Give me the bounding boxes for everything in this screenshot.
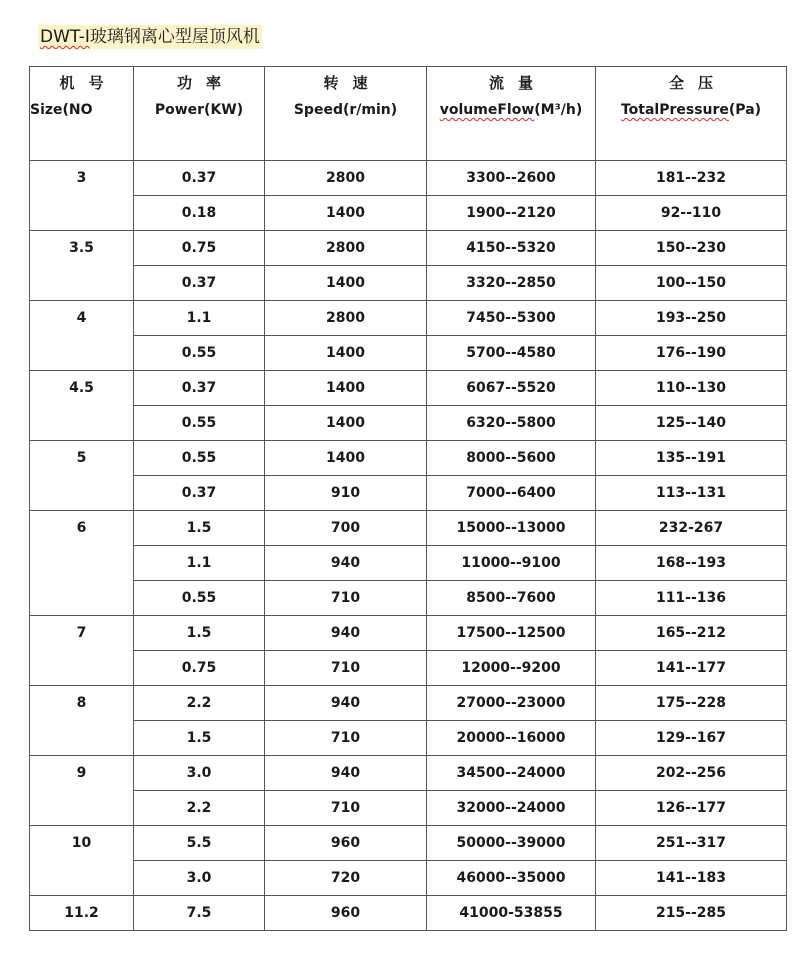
table-row bbox=[30, 476, 787, 511]
pressure-cell: 202--256 bbox=[596, 756, 787, 791]
table-row bbox=[30, 511, 787, 546]
header-speed-en: Speed(r/min) bbox=[293, 102, 398, 118]
size-value: 4 bbox=[76, 310, 87, 326]
size-value: 4.5 bbox=[69, 380, 94, 396]
header-flow-en-unit: (M³/h) bbox=[534, 102, 583, 118]
speed-cell: 720 bbox=[265, 861, 427, 896]
size-value: 5 bbox=[76, 450, 87, 466]
size-value: 8 bbox=[76, 695, 87, 711]
speed-cell: 1400 bbox=[265, 441, 427, 476]
power-cell: 0.55 bbox=[134, 336, 265, 371]
pressure-cell: 168--193 bbox=[596, 546, 787, 581]
table-row bbox=[30, 231, 787, 266]
flow-cell: 17500--12500 bbox=[427, 616, 596, 651]
header-flow-en bbox=[427, 102, 595, 118]
table-row bbox=[30, 861, 787, 896]
flow-cell: 32000--24000 bbox=[427, 791, 596, 826]
power-cell: 1.1 bbox=[134, 546, 265, 581]
flow-cell: 3320--2850 bbox=[427, 266, 596, 301]
size-cell bbox=[30, 231, 134, 301]
speed-cell: 1400 bbox=[265, 371, 427, 406]
table-row bbox=[30, 721, 787, 756]
pressure-cell: 193--250 bbox=[596, 301, 787, 336]
header-pressure-en bbox=[596, 102, 786, 118]
power-cell: 0.75 bbox=[134, 231, 265, 266]
header-power-en: Power(KW) bbox=[154, 102, 244, 118]
speed-cell: 940 bbox=[265, 756, 427, 791]
header-pressure-en-term: TotalPressure bbox=[620, 102, 729, 118]
header-flow-en-term: volumeFlow bbox=[439, 102, 535, 118]
speed-cell: 1400 bbox=[265, 406, 427, 441]
table-row bbox=[30, 686, 787, 721]
speed-cell: 940 bbox=[265, 546, 427, 581]
flow-cell: 6320--5800 bbox=[427, 406, 596, 441]
pressure-cell: 125--140 bbox=[596, 406, 787, 441]
pressure-cell: 141--183 bbox=[596, 861, 787, 896]
pressure-cell: 215--285 bbox=[596, 896, 787, 931]
header-size bbox=[30, 67, 134, 161]
flow-cell: 7450--5300 bbox=[427, 301, 596, 336]
power-cell: 3.0 bbox=[134, 861, 265, 896]
size-value: 11.2 bbox=[64, 905, 99, 921]
power-cell: 0.37 bbox=[134, 266, 265, 301]
power-cell: 0.37 bbox=[134, 476, 265, 511]
speed-cell: 710 bbox=[265, 581, 427, 616]
header-power bbox=[134, 67, 265, 161]
size-cell bbox=[30, 161, 134, 231]
speed-cell: 960 bbox=[265, 896, 427, 931]
power-cell: 1.1 bbox=[134, 301, 265, 336]
flow-cell: 27000--23000 bbox=[427, 686, 596, 721]
table-row bbox=[30, 266, 787, 301]
table-row bbox=[30, 336, 787, 371]
table-header-row bbox=[30, 67, 787, 161]
flow-cell: 3300--2600 bbox=[427, 161, 596, 196]
power-cell: 0.75 bbox=[134, 651, 265, 686]
speed-cell: 2800 bbox=[265, 161, 427, 196]
table-row bbox=[30, 196, 787, 231]
power-cell: 5.5 bbox=[134, 826, 265, 861]
size-cell bbox=[30, 756, 134, 826]
table-row bbox=[30, 791, 787, 826]
flow-cell: 4150--5320 bbox=[427, 231, 596, 266]
table-row bbox=[30, 896, 787, 931]
flow-cell: 1900--2120 bbox=[427, 196, 596, 231]
pressure-cell: 150--230 bbox=[596, 231, 787, 266]
flow-cell: 15000--13000 bbox=[427, 511, 596, 546]
flow-cell: 12000--9200 bbox=[427, 651, 596, 686]
header-speed-cn: 转速 bbox=[323, 74, 382, 92]
header-pressure-cn: 全压 bbox=[668, 74, 727, 92]
size-value: 6 bbox=[76, 520, 87, 536]
header-pressure-en-unit: (Pa) bbox=[728, 102, 762, 118]
size-value: 3 bbox=[76, 170, 87, 186]
flow-cell: 11000--9100 bbox=[427, 546, 596, 581]
power-cell: 1.5 bbox=[134, 511, 265, 546]
power-cell: 0.37 bbox=[134, 161, 265, 196]
speed-cell: 940 bbox=[265, 686, 427, 721]
pressure-cell: 175--228 bbox=[596, 686, 787, 721]
size-value: 10 bbox=[71, 835, 92, 851]
table-row bbox=[30, 301, 787, 336]
speed-cell: 1400 bbox=[265, 196, 427, 231]
pressure-cell: 92--110 bbox=[596, 196, 787, 231]
pressure-cell: 129--167 bbox=[596, 721, 787, 756]
speed-cell: 910 bbox=[265, 476, 427, 511]
power-cell: 0.55 bbox=[134, 406, 265, 441]
flow-cell: 7000--6400 bbox=[427, 476, 596, 511]
size-value: 3.5 bbox=[69, 240, 94, 256]
pressure-cell: 176--190 bbox=[596, 336, 787, 371]
header-flow bbox=[427, 67, 596, 161]
size-cell bbox=[30, 896, 134, 931]
power-cell: 1.5 bbox=[134, 616, 265, 651]
header-power-cn: 功率 bbox=[176, 74, 235, 92]
table-row bbox=[30, 371, 787, 406]
speed-cell: 1400 bbox=[265, 336, 427, 371]
size-cell bbox=[30, 441, 134, 511]
size-cell bbox=[30, 301, 134, 371]
speed-cell: 710 bbox=[265, 651, 427, 686]
size-value: 7 bbox=[76, 625, 87, 641]
pressure-cell: 113--131 bbox=[596, 476, 787, 511]
pressure-cell: 111--136 bbox=[596, 581, 787, 616]
speed-cell: 2800 bbox=[265, 301, 427, 336]
document-title bbox=[38, 25, 262, 49]
flow-cell: 34500--24000 bbox=[427, 756, 596, 791]
speed-cell: 700 bbox=[265, 511, 427, 546]
table-row bbox=[30, 826, 787, 861]
speed-cell: 710 bbox=[265, 721, 427, 756]
power-cell: 3.0 bbox=[134, 756, 265, 791]
power-cell: 1.5 bbox=[134, 721, 265, 756]
flow-cell: 8500--7600 bbox=[427, 581, 596, 616]
speed-cell: 940 bbox=[265, 616, 427, 651]
power-cell: 0.18 bbox=[134, 196, 265, 231]
fan-spec-table bbox=[29, 66, 787, 931]
flow-cell: 41000-53855 bbox=[427, 896, 596, 931]
flow-cell: 46000--35000 bbox=[427, 861, 596, 896]
size-cell bbox=[30, 511, 134, 616]
flow-cell: 50000--39000 bbox=[427, 826, 596, 861]
header-size-cn: 机号 bbox=[59, 74, 118, 92]
pressure-cell: 141--177 bbox=[596, 651, 787, 686]
pressure-cell: 126--177 bbox=[596, 791, 787, 826]
header-pressure bbox=[596, 67, 787, 161]
pressure-cell: 251--317 bbox=[596, 826, 787, 861]
table-row bbox=[30, 406, 787, 441]
speed-cell: 960 bbox=[265, 826, 427, 861]
table-row bbox=[30, 756, 787, 791]
pressure-cell: 165--212 bbox=[596, 616, 787, 651]
pressure-cell: 232-267 bbox=[596, 511, 787, 546]
power-cell: 0.55 bbox=[134, 581, 265, 616]
table-row bbox=[30, 441, 787, 476]
size-cell bbox=[30, 686, 134, 756]
table-row bbox=[30, 546, 787, 581]
title-model: DWT-I bbox=[40, 27, 90, 47]
flow-cell: 5700--4580 bbox=[427, 336, 596, 371]
pressure-cell: 135--191 bbox=[596, 441, 787, 476]
pressure-cell: 181--232 bbox=[596, 161, 787, 196]
power-cell: 0.37 bbox=[134, 371, 265, 406]
power-cell: 0.55 bbox=[134, 441, 265, 476]
table-body bbox=[30, 161, 787, 931]
header-flow-cn: 流量 bbox=[488, 74, 547, 92]
flow-cell: 6067--5520 bbox=[427, 371, 596, 406]
power-cell: 2.2 bbox=[134, 791, 265, 826]
size-cell bbox=[30, 371, 134, 441]
title-name: 玻璃钢离心型屋顶风机 bbox=[89, 27, 260, 47]
size-cell bbox=[30, 616, 134, 686]
table-row bbox=[30, 651, 787, 686]
pressure-cell: 110--130 bbox=[596, 371, 787, 406]
speed-cell: 710 bbox=[265, 791, 427, 826]
size-cell bbox=[30, 826, 134, 896]
power-cell: 2.2 bbox=[134, 686, 265, 721]
size-value: 9 bbox=[76, 765, 87, 781]
table-row bbox=[30, 616, 787, 651]
speed-cell: 1400 bbox=[265, 266, 427, 301]
pressure-cell: 100--150 bbox=[596, 266, 787, 301]
power-cell: 7.5 bbox=[134, 896, 265, 931]
flow-cell: 8000--5600 bbox=[427, 441, 596, 476]
table-row bbox=[30, 581, 787, 616]
speed-cell: 2800 bbox=[265, 231, 427, 266]
header-speed bbox=[265, 67, 427, 161]
header-size-en: Size(NO bbox=[30, 102, 93, 118]
table-row bbox=[30, 161, 787, 196]
flow-cell: 20000--16000 bbox=[427, 721, 596, 756]
